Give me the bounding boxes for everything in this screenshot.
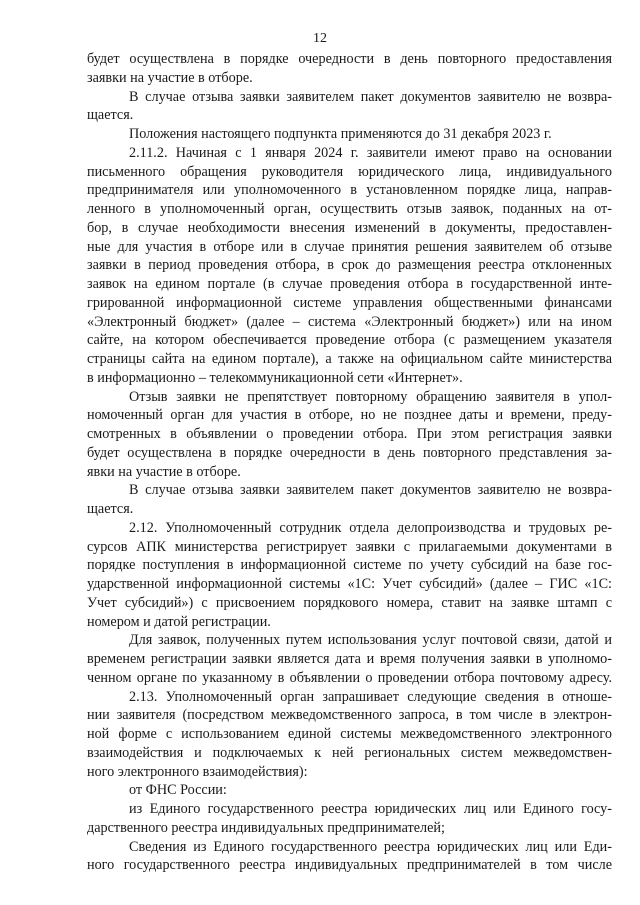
text-line: временем регистрации заявки является дата и время получения заявки в уполномо- bbox=[87, 651, 612, 667]
text-line: Для заявок, полученных путем использования услуг почтовой связи, датой и bbox=[129, 632, 612, 649]
text-line: номоченный орган для участия в отборе, но не позднее даты и времени, преду- bbox=[87, 407, 612, 424]
text-line: В случае отзыва заявки заявителем пакет документов заявителю не возвра- bbox=[129, 482, 612, 499]
text-line: взаимодействия и подключаемых к ней региональных систем межведомствен- bbox=[87, 744, 612, 761]
text-line: номером и датой регистрации. bbox=[87, 613, 271, 630]
text-line: щается. bbox=[87, 501, 134, 517]
text-line: ленного в уполномоченный орган, осуществить отзыв заявок, поданных на от- bbox=[87, 201, 612, 217]
text-line: письменного обращения руководителя юридического лица, индивидуального bbox=[87, 163, 612, 180]
text-line: заявок на едином портале (в случае проведения отбора в государственной инте- bbox=[87, 276, 612, 292]
text-line: Отзыв заявки не препятствует повторному обращению заявителя в упол- bbox=[129, 388, 612, 405]
text-line: заявки на участие в отборе. bbox=[87, 69, 253, 86]
document-body bbox=[87, 50, 612, 875]
text-line: явки на участие в отборе. bbox=[87, 463, 241, 480]
text-line: В случае отзыва заявки заявителем пакет документов заявителю не возвра- bbox=[129, 88, 612, 105]
text-line: нии заявителя (посредством межведомственного запроса, в том числе в электрон- bbox=[87, 707, 612, 724]
text-line: из Единого государственного реестра юридических лиц или Единого госу- bbox=[129, 801, 612, 817]
text-line: будет осуществлена в порядке очередности в день повторного предоставления bbox=[87, 51, 612, 67]
text-line: ной форме с использованием единой системы межведомственного электронного bbox=[87, 726, 612, 742]
text-line: смотренных в объявлении о проведении отбора. При этом регистрация заявки bbox=[87, 426, 612, 442]
text-line: будет осуществлена в порядке очередности в день повторного представления за- bbox=[87, 444, 612, 461]
text-line: сурсов АПК министерства регистрирует заявки с прилагаемыми документами в bbox=[87, 538, 612, 555]
text-line: сайте, на котором обеспечивается проведение отбора (с размещением указателя bbox=[87, 332, 612, 349]
text-line: ного государственного реестра индивидуальных предпринимателей в том числе bbox=[87, 857, 612, 874]
text-line: щается. bbox=[87, 107, 134, 124]
text-line: ченном органе по указанному в объявлении о проведении отбора почтовому адресу. bbox=[87, 669, 612, 686]
text-line: 2.11.2. Начиная с 1 января 2024 г. заявители имеют право на основании bbox=[129, 144, 612, 161]
text-line: от ФНС России: bbox=[129, 782, 227, 799]
text-line: страницы сайта на едином портале), а также на официальном сайте министерства bbox=[87, 351, 612, 367]
text-line: ного электронного взаимодействия): bbox=[87, 763, 308, 780]
text-line: 2.12. Уполномоченный сотрудник отдела делопроизводства и трудовых ре- bbox=[129, 519, 612, 536]
page-number: 12 bbox=[313, 31, 327, 46]
text-line: заявки в период проведения отбора, в срок до размещения реестра отклоненных bbox=[87, 257, 612, 274]
text-line: порядке поступления в информационной системе по учету субсидий на базе гос- bbox=[87, 557, 612, 574]
text-line: Сведения из Единого государственного реестра юридических лиц или Еди- bbox=[129, 838, 612, 855]
text-line: грированной информационной системе управления общественными финансами bbox=[87, 294, 612, 311]
text-line: дарственного реестра индивидуальных предпринимателей; bbox=[87, 819, 445, 836]
text-line: 2.13. Уполномоченный орган запрашивает следующие сведения в отноше- bbox=[129, 688, 612, 705]
text-line: предпринимателя или уполномоченного в установленном порядке лица, направ- bbox=[87, 182, 612, 199]
text-line: ударственной информационной системы «1С: Учет субсидий» (далее – ГИС «1С: bbox=[87, 576, 612, 592]
text-line: бор, в случае необходимости внесения изменений в документы, предоставлен- bbox=[87, 219, 612, 236]
text-line: «Электронный бюджет» (далее – система «Электронный бюджет») или на ином bbox=[87, 313, 612, 330]
text-line: Положения настоящего подпункта применяются до 31 декабря 2023 г. bbox=[129, 126, 552, 142]
text-line: ные для участия в отборе или в случае принятия решения заявителем об отзыве bbox=[87, 238, 612, 255]
text-line: в информационно – телекоммуникационной сети «Интернет». bbox=[87, 369, 463, 386]
text-line: Учет субсидий») с присвоением порядкового номера, ставит на заявке штамп с bbox=[87, 594, 612, 611]
